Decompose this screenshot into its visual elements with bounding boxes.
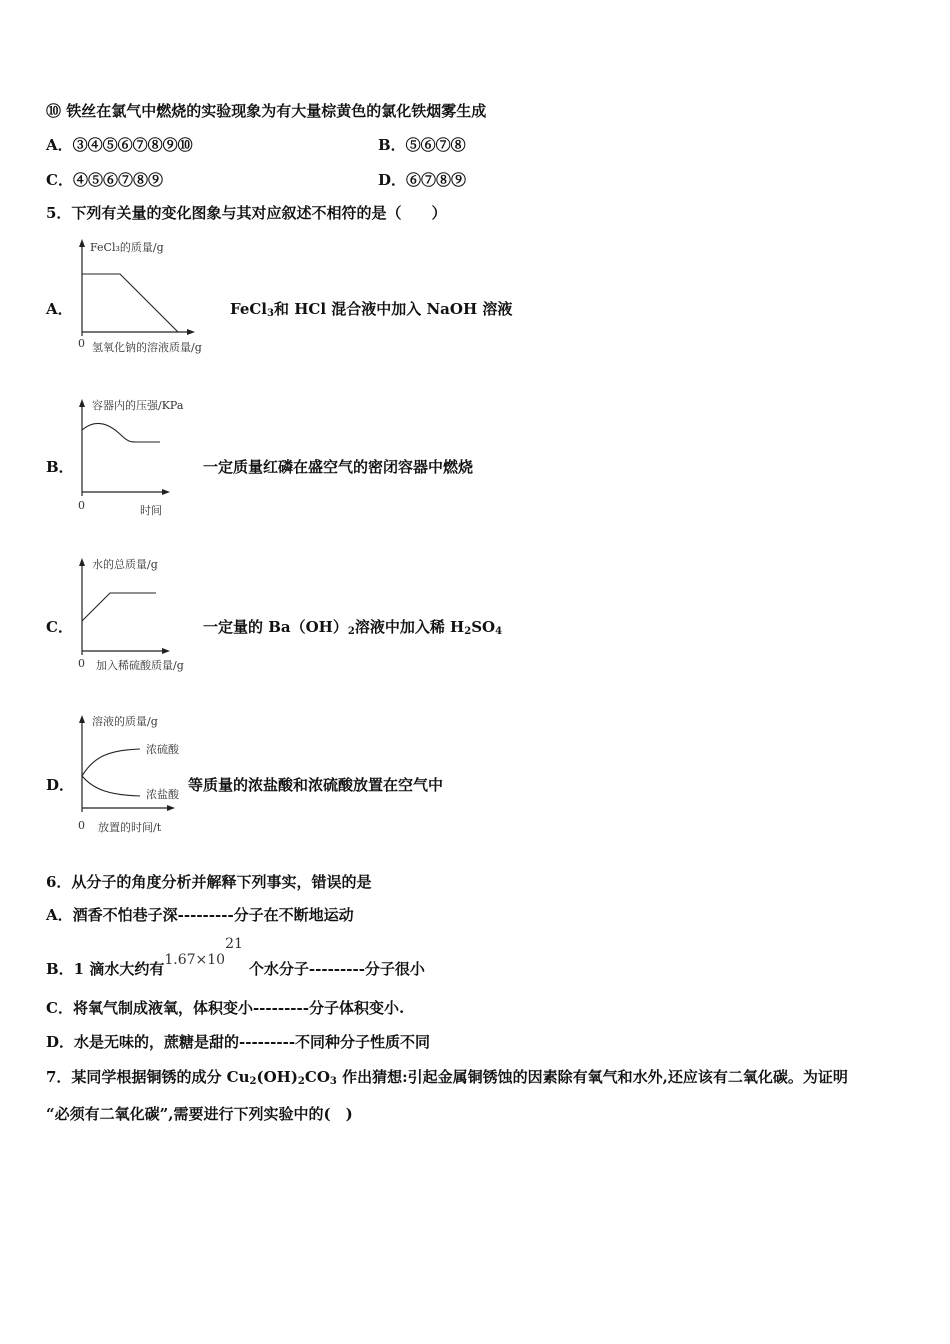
graph-b-x-label: 时间 — [140, 504, 162, 517]
q6-stem: 6．从分子的角度分析并解释下列事实，错误的是 — [46, 873, 372, 891]
q6-option-a: A．酒香不怕巷子深---------分子在不断地运动 — [46, 906, 354, 924]
q4-item-10: ⑩ 铁丝在氯气中燃烧的实验现象为有大量棕黄色的氯化铁烟雾生成 — [46, 102, 487, 120]
q7-stem-line-2: “必须有二氧化碳”,需要进行下列实验中的( ) — [46, 1105, 353, 1123]
q6-option-d: D．水是无味的，蔗糖是甜的---------不同种分子性质不同 — [46, 1033, 431, 1051]
q6-option-c: C．将氧气制成液氧，体积变小---------分子体积变小. — [46, 999, 405, 1017]
graph-a-y-label: FeCl₃的质量/g — [90, 241, 164, 254]
q5-graph-a — [70, 236, 240, 361]
graph-d-y-label: 溶液的质量/g — [92, 715, 158, 728]
q7-stem-line-1: 7．某同学根据铜锈的成分 $Cu_2(OH)_2CO_3$ 作出猜想:引起金属铜锈蚀的因素除有氧气和水外,还应该有二氧化碳。为证明 — [46, 1068, 848, 1087]
q5-option-c-desc: 一定量的 $Ba(OH)_2$溶液中加入稀 $H_2SO_4$ — [203, 618, 503, 637]
graph-d-curve-label-1: 浓硫酸 — [146, 743, 179, 756]
q5-option-c-label: C． — [46, 618, 73, 636]
q6-option-b: B．1 滴水大约有1.67×1021个水分子---------分子很小 — [46, 936, 425, 978]
q4-option-b: B．⑤⑥⑦⑧ — [378, 136, 466, 154]
graph-c-y-label: 水的总质量/g — [92, 558, 158, 571]
q5-stem: 5．下列有关量的变化图象与其对应叙述不相符的是（ ） — [46, 204, 447, 222]
q5-option-d-desc: 等质量的浓盐酸和浓硫酸放置在空气中 — [188, 776, 444, 794]
graph-b-origin: 0 — [78, 499, 85, 512]
graph-d-curve-label-2: 浓盐酸 — [146, 788, 179, 801]
graph-d-x-label: 放置的时间/t — [98, 821, 162, 834]
q5-option-b-desc: 一定质量红磷在盛空气的密闭容器中燃烧 — [203, 458, 474, 476]
graph-d-origin: 0 — [78, 819, 85, 832]
q4-option-c: C．④⑤⑥⑦⑧⑨ — [46, 171, 163, 189]
q4-option-a: A．③④⑤⑥⑦⑧⑨⑩ — [46, 136, 193, 154]
q5-option-a-label: A． — [46, 300, 73, 318]
graph-c-origin: 0 — [78, 657, 85, 670]
graph-c-x-label: 加入稀硫酸质量/g — [96, 659, 184, 672]
q5-option-b-label: B． — [46, 458, 74, 476]
q5-graph-b — [70, 396, 220, 521]
graph-a-x-label: 氢氧化钠的溶液质量/g — [92, 341, 202, 354]
q5-option-a-desc: FeCl$_3$和 HCl 混合液中加入 NaOH 溶液 — [230, 300, 513, 319]
q5-graph-c — [70, 555, 220, 680]
q5-option-d-label: D． — [46, 776, 75, 794]
graph-b-y-label: 容器内的压强/KPa — [92, 399, 184, 412]
graph-a-origin: 0 — [78, 337, 85, 350]
q4-option-d: D．⑥⑦⑧⑨ — [378, 171, 467, 189]
